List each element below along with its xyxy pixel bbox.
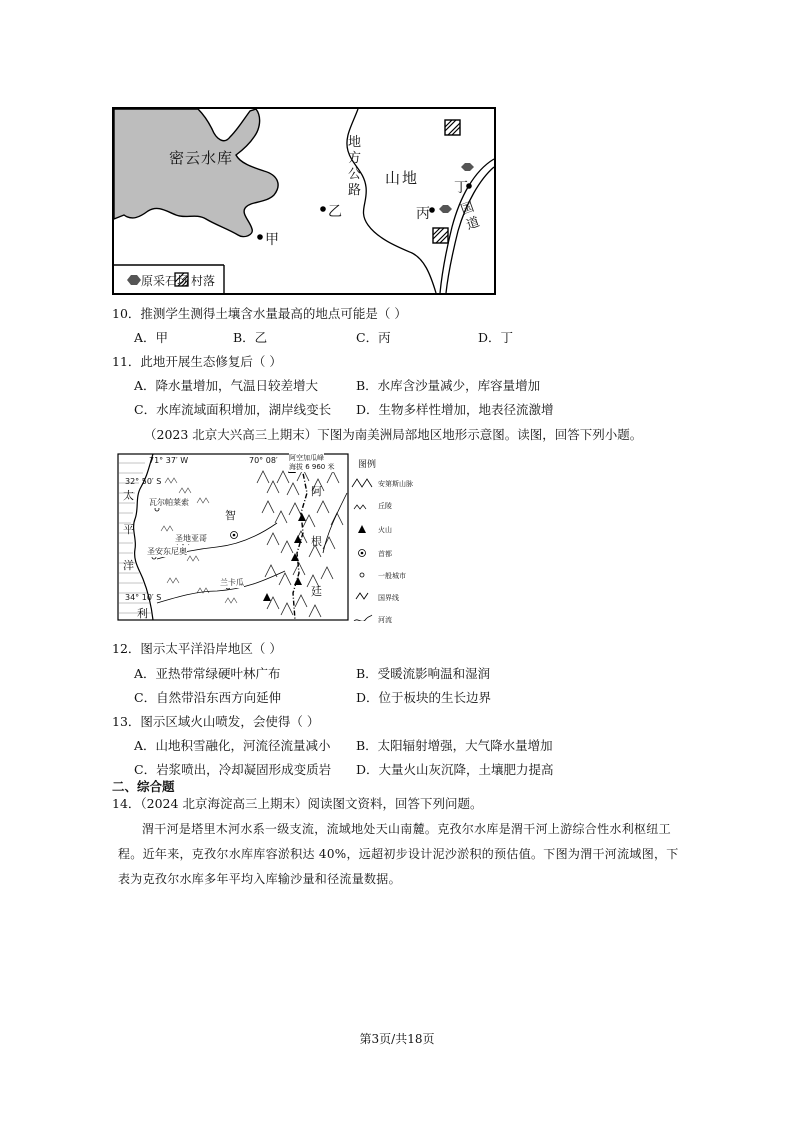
ocean-char: 平 (123, 523, 134, 536)
q11-option-d[interactable]: D．生物多样性增加，地表径流激增 (356, 402, 554, 417)
question-11-stem: 11．此地开展生态修复后（ ） (112, 354, 282, 369)
city-valparaiso: 瓦尔帕莱索 (149, 498, 189, 507)
legend-item: 河流 (378, 616, 392, 624)
question-14-paragraph: 渭干河是塔里木河水系一级支流，流域地处天山南麓。克孜尔水库是渭干河上游综合性水利枢纽工程。近年来，克孜尔水库库容淤积达 40%，远超初步设计泥沙淤积的预估值。下图为渭干河流域图，下表为克孜尔水库多年平均入库输沙量和径流量数据。 (118, 822, 679, 886)
coord-top-right: 70° 08′ (249, 456, 278, 465)
reservoir-map (112, 107, 496, 295)
legend-quarry-label: 原采石场 (141, 274, 190, 288)
q10-option-c[interactable]: C．丙 (356, 330, 391, 345)
city-rancagua: 兰卡瓜 (220, 578, 244, 587)
q12-option-c[interactable]: C．自然带沿东西方向延伸 (134, 690, 282, 705)
argentina-char: 阿 (311, 485, 322, 498)
ocean-char: 洋 (123, 559, 134, 572)
chile-char: 智 (225, 509, 236, 522)
q13-option-a[interactable]: A．山地积雪融化，河流径流量减小 (134, 738, 331, 753)
q12-option-a[interactable]: A．亚热带常绿硬叶林广布 (134, 666, 281, 681)
argentina-char: 廷 (311, 585, 322, 598)
q10-option-d[interactable]: D．丁 (478, 330, 514, 345)
legend-item: 首都 (378, 550, 392, 558)
question-14-stem: 14．（2024 北京海淀高三上期末）阅读图文资料，回答下列问题。 (112, 796, 483, 811)
road-label (348, 135, 364, 199)
legend-icons (350, 471, 380, 621)
q10-option-b[interactable]: B．乙 (233, 330, 268, 345)
legend-item: 火山 (378, 526, 392, 534)
legend-item: 安第斯山脉 (378, 480, 413, 488)
city-legend-icon (360, 573, 364, 577)
question-12-stem: 12．图示太平洋沿岸地区（ ） (112, 641, 282, 656)
village-marker (433, 228, 448, 243)
road-char: 公 (348, 167, 362, 182)
city-santiago: 圣地亚哥 (175, 534, 207, 543)
legend-village-label: 村落 (191, 274, 216, 288)
intro-12-13: （2023 北京大兴高三上期末）下图为南美洲局部地区地形示意图。读图，回答下列小题。 (144, 427, 643, 442)
road-char: 路 (348, 183, 362, 198)
reservoir-map-svg (112, 107, 496, 295)
road-char: 方 (348, 151, 362, 166)
peak-elevation: 海拔 6 960 米 (289, 463, 335, 471)
section-heading: 二、综合题 (112, 779, 175, 794)
point-yi-label: 乙 (328, 204, 342, 220)
question-13-stem: 13．图示区域火山喷发，会使得（ ） (112, 714, 320, 729)
point-bing-dot (429, 207, 435, 213)
chile-char: 利 (137, 607, 148, 620)
argentina-char: 根 (311, 535, 322, 548)
q13-option-b[interactable]: B．太阳辐射增强，大气降水量增加 (356, 738, 553, 753)
reservoir-label: 密云水库 (169, 149, 234, 167)
map2-legend (350, 455, 460, 625)
q13-option-c[interactable]: C．岩浆喷出，冷却凝固形成变质岩 (134, 762, 332, 777)
mountain-legend-icon (352, 479, 372, 487)
q11-option-b[interactable]: B．水库含沙量减少，库容量增加 (356, 378, 541, 393)
city-san-antonio: 圣安东尼奥 (147, 547, 187, 556)
q10-option-a[interactable]: A．甲 (134, 330, 169, 345)
coord-lat-bottom: 34° 10′ S (125, 593, 162, 602)
south-america-map (117, 453, 385, 623)
peak-name: 阿空加瓜峰 (289, 454, 324, 462)
page-footer: 第3页/共18页 (359, 1032, 435, 1046)
q12-option-b[interactable]: B．受暖流影响温和湿润 (356, 666, 491, 681)
coord-lat-top: 32° 50′ S (125, 477, 162, 486)
q11-option-a[interactable]: A．降水量增加，气温日较差增大 (134, 378, 319, 393)
mountain-label: 山地 (385, 169, 420, 187)
ocean-char: 太 (123, 489, 134, 502)
village-marker (445, 120, 460, 135)
point-bing-label: 丙 (416, 206, 430, 222)
legend-item: 国界线 (378, 594, 399, 602)
q12-option-d[interactable]: D．位于板块的生长边界 (356, 690, 492, 705)
point-ding-label: 丁 (454, 180, 468, 196)
question-10-stem: 10．推测学生测得土壤含水量最高的地点可能是（ ） (112, 306, 407, 321)
point-yi-dot (320, 206, 326, 212)
q11-option-c[interactable]: C．水库流域面积增加，湖岸线变长 (134, 402, 332, 417)
legend-item: 丘陵 (378, 502, 392, 510)
q13-option-d[interactable]: D．大量火山灰沉降，土壤肥力提高 (356, 762, 554, 777)
border-legend-icon (356, 593, 368, 599)
point-jia-label: 甲 (265, 232, 279, 248)
highway-char: 道 (464, 214, 482, 234)
volcano-legend-icon (358, 525, 366, 533)
coord-top-left: 71° 37′ W (149, 456, 189, 465)
river-legend-icon (354, 615, 372, 621)
hill-legend-icon (354, 505, 366, 509)
legend-title: 图例 (358, 460, 377, 470)
highway-char: 国 (458, 199, 477, 219)
legend-item: 一般城市 (378, 572, 406, 580)
road-char: 地 (348, 135, 362, 150)
point-jia-dot (257, 234, 263, 240)
